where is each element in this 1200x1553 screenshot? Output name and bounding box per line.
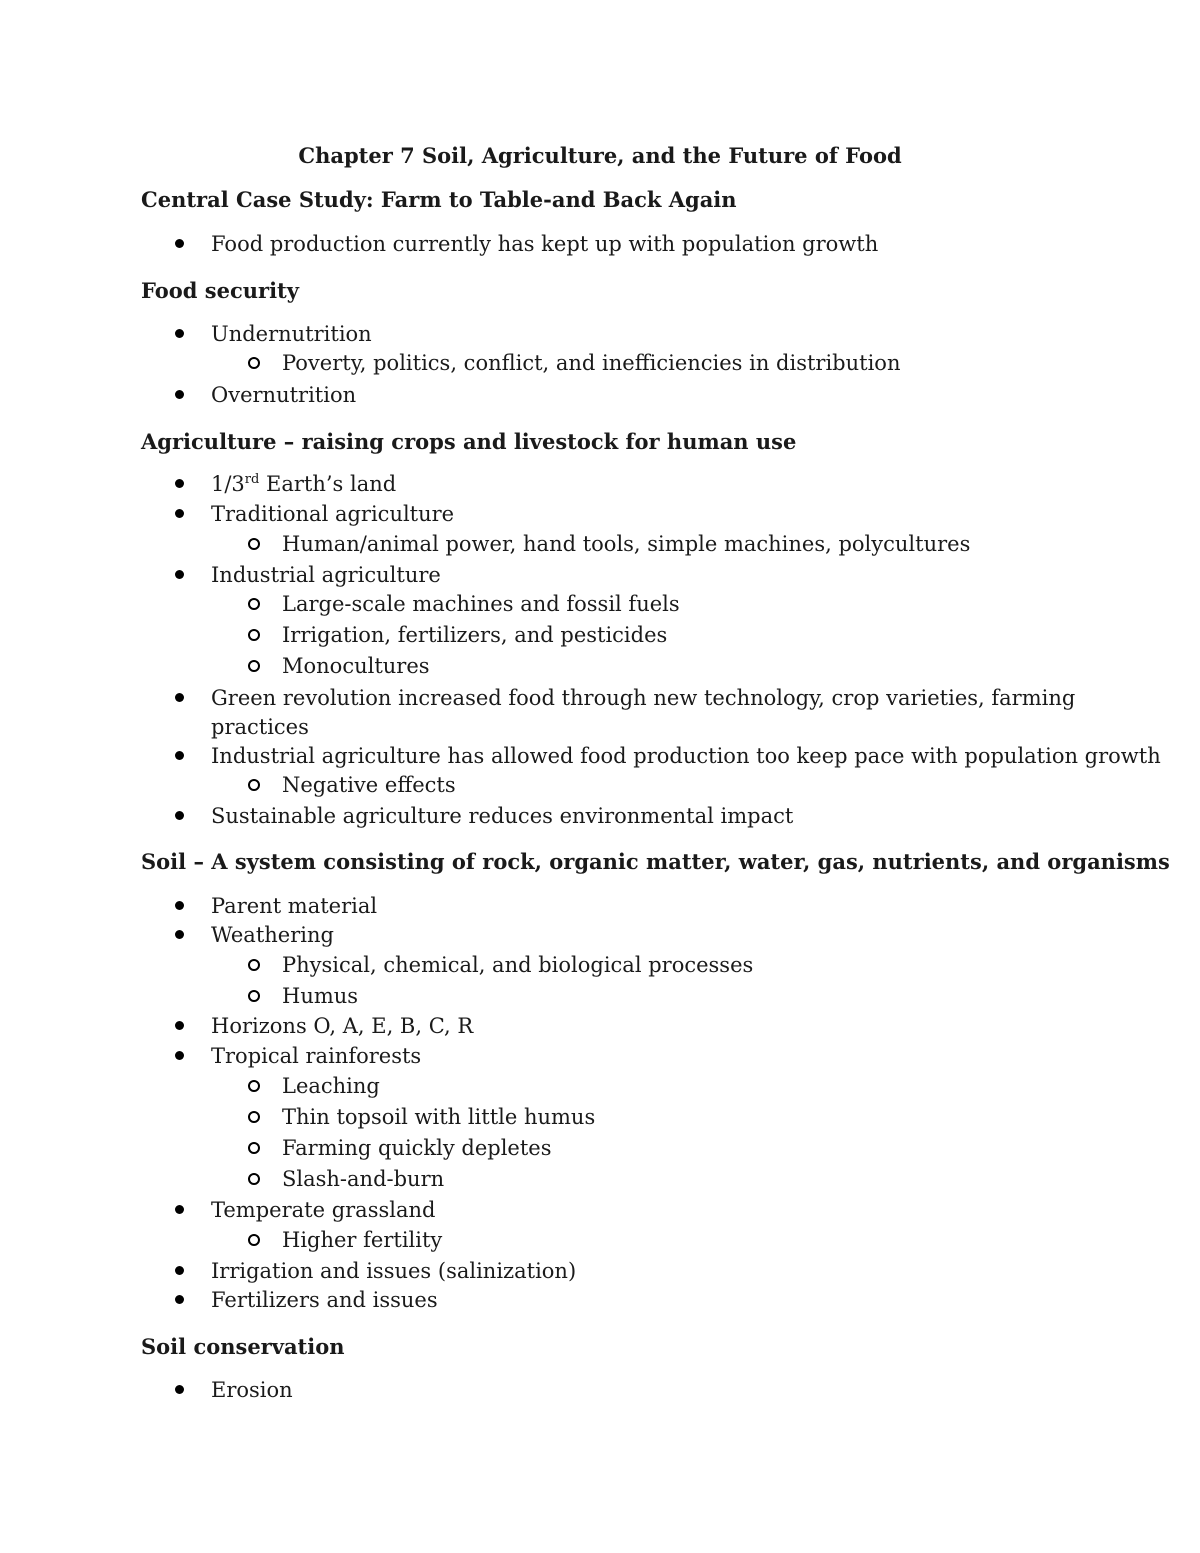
list-item: Overnutrition <box>211 381 356 410</box>
bullet-icon <box>175 1205 184 1214</box>
sub-list-item: Poverty, politics, conflict, and inefficiencies in distribution <box>282 349 900 378</box>
section-heading-agriculture: Agriculture – raising crops and livestock for human use <box>141 429 797 454</box>
sub-list-item: Monocultures <box>282 652 430 681</box>
bullet-icon <box>175 751 184 760</box>
list-item: Parent material <box>211 892 377 921</box>
circle-bullet-icon <box>248 959 260 971</box>
section-heading-soil: Soil – A system consisting of rock, organic matter, water, gas, nutrients, and organisms <box>141 849 1170 874</box>
list-item: Green revolution increased food through new technology, crop varieties, farming <box>211 684 1075 713</box>
sub-list-item: Farming quickly depletes <box>282 1134 552 1163</box>
bullet-icon <box>175 1266 184 1275</box>
list-item: Traditional agriculture <box>211 500 454 529</box>
sub-list-item: Humus <box>282 982 358 1011</box>
circle-bullet-icon <box>248 1173 260 1185</box>
circle-bullet-icon <box>248 990 260 1002</box>
sub-list-item: Human/animal power, hand tools, simple machines, polycultures <box>282 530 970 559</box>
circle-bullet-icon <box>248 1111 260 1123</box>
circle-bullet-icon <box>248 779 260 791</box>
list-item: Tropical rainforests <box>211 1042 421 1071</box>
list-item-continuation: practices <box>211 715 309 739</box>
circle-bullet-icon <box>248 629 260 641</box>
list-item: Food production currently has kept up with population growth <box>211 230 878 259</box>
section-heading-soil-conservation: Soil conservation <box>141 1334 345 1359</box>
circle-bullet-icon <box>248 598 260 610</box>
bullet-icon <box>175 479 184 488</box>
circle-bullet-icon <box>248 538 260 550</box>
bullet-icon <box>175 239 184 248</box>
sub-list-item: Higher fertility <box>282 1226 442 1255</box>
sub-list-item: Large-scale machines and fossil fuels <box>282 590 680 619</box>
bullet-icon <box>175 509 184 518</box>
list-item: Horizons O, A, E, B, C, R <box>211 1012 473 1041</box>
list-item: 1/3rd Earth’s land <box>211 470 396 499</box>
bullet-icon <box>175 1051 184 1060</box>
list-item: Fertilizers and issues <box>211 1286 438 1315</box>
bullet-icon <box>175 901 184 910</box>
bullet-icon <box>175 1295 184 1304</box>
bullet-icon <box>175 811 184 820</box>
list-item: Erosion <box>211 1376 293 1405</box>
circle-bullet-icon <box>248 357 260 369</box>
section-heading-food-security: Food security <box>141 278 299 303</box>
circle-bullet-icon <box>248 1234 260 1246</box>
list-item: Industrial agriculture has allowed food production too keep pace with population growth <box>211 742 1161 771</box>
list-item: Undernutrition <box>211 320 372 349</box>
circle-bullet-icon <box>248 1142 260 1154</box>
list-item: Irrigation and issues (salinization) <box>211 1257 576 1286</box>
sub-list-item: Leaching <box>282 1072 380 1101</box>
sub-list-item: Irrigation, fertilizers, and pesticides <box>282 621 667 650</box>
bullet-icon <box>175 1021 184 1030</box>
page-title: Chapter 7 Soil, Agriculture, and the Future of Food <box>298 143 902 168</box>
list-item: Weathering <box>211 921 334 950</box>
section-heading-case-study: Central Case Study: Farm to Table-and Back Again <box>141 187 737 212</box>
sub-list-item: Thin topsoil with little humus <box>282 1103 595 1132</box>
list-item: Sustainable agriculture reduces environmental impact <box>211 802 793 831</box>
circle-bullet-icon <box>248 1080 260 1092</box>
list-item: Industrial agriculture <box>211 561 441 590</box>
bullet-icon <box>175 930 184 939</box>
bullet-icon <box>175 570 184 579</box>
bullet-icon <box>175 693 184 702</box>
sub-list-item: Physical, chemical, and biological processes <box>282 951 753 980</box>
list-item: Temperate grassland <box>211 1196 435 1225</box>
bullet-icon <box>175 329 184 338</box>
bullet-icon <box>175 390 184 399</box>
sub-list-item: Slash-and-burn <box>282 1165 444 1194</box>
sub-list-item: Negative effects <box>282 771 456 800</box>
bullet-icon <box>175 1385 184 1394</box>
circle-bullet-icon <box>248 660 260 672</box>
